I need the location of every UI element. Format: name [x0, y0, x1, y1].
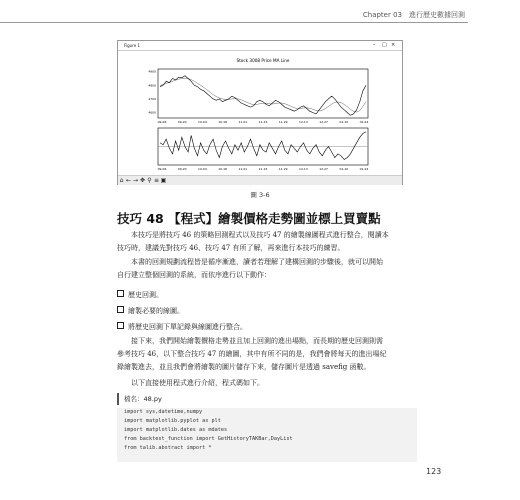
x-tick-label: 11-01: [238, 120, 248, 124]
x-tick-label: 09-20: [177, 167, 187, 171]
paragraph-line: 接下來，我們開始繪製價格走勢並且加上回測的進出場點，而長期的歷史回測則需: [131, 337, 383, 345]
pan-icon[interactable]: ✥: [139, 177, 146, 184]
x-tick-label: 09-06: [157, 167, 167, 171]
code-line: import matplotlib.dates as mdates: [124, 427, 228, 433]
paragraph-line: 本技巧是將技巧 46 的策略回測程式以及技巧 47 的繪製線圖程式進行整合，閱讀本: [131, 231, 389, 239]
section-title: 技巧 48 【程式】繪製價格走勢圖並標上買賣點: [117, 211, 381, 226]
paragraph-intro: [117, 229, 412, 255]
bullet-item: 歷史回測。: [117, 290, 163, 300]
figure-caption: 圖 3-6: [250, 191, 270, 199]
x-tick-label: 01-24: [359, 120, 369, 124]
figure-toolbar: [118, 175, 402, 185]
code-line: from talib.abstract import *: [124, 445, 212, 451]
y-tick-label: 4800: [148, 83, 156, 88]
code-line: import sys,datetime,numpy: [124, 409, 203, 415]
x-tick-label: 10-04: [198, 167, 207, 171]
chart-title: Stock 3008 Price MA Line: [236, 58, 290, 63]
figure-window-titlebar: [118, 41, 402, 51]
y-tick-label: 4900: [148, 69, 156, 74]
bullet-item: 將歷史回測下單記錄與線圖進行整合。: [117, 322, 247, 332]
x-tick-label: 10-18: [218, 120, 227, 124]
configure-icon[interactable]: ≡: [153, 177, 160, 184]
zoom-icon[interactable]: ⚲: [147, 177, 152, 184]
y-tick-label: 4700: [148, 96, 156, 101]
x-tick-label: 12-13: [299, 120, 308, 124]
y-tick-label: 4600: [148, 110, 156, 115]
paragraph-line: 本書的回測規劃流程皆是循序漸進，讀者若理解了建構回測的步驟後，就可以開始: [131, 258, 383, 266]
checkbox-icon: [117, 322, 124, 329]
checkbox-icon: [117, 290, 124, 297]
save-icon[interactable]: ▣: [160, 177, 167, 184]
figure-window: [117, 40, 403, 185]
plot-frame-0: [158, 69, 368, 118]
paragraph-line: 錄繪製進去，並且我們會將繪製的圖片儲存下來，儲存圖片是透過 savefig 函數。: [117, 363, 371, 371]
code-block: [117, 408, 417, 462]
code-line: import matplotlib.pyplot as plt: [124, 418, 221, 424]
paragraph-code-intro: 以下直接使用程式進行介紹，程式碼如下。: [131, 379, 264, 387]
paragraph-next: [117, 335, 412, 374]
chart-canvas: [118, 51, 402, 175]
running-header: Chapter 03 進行歷史數據回測: [362, 11, 465, 19]
listing-filename: 檔名：48.py: [117, 393, 417, 405]
forward-icon[interactable]: →: [132, 177, 139, 184]
x-tick-label: 09-20: [177, 120, 187, 124]
code-line: from backtest_function import GetHistoryTAKBar,DayList: [124, 436, 293, 442]
home-icon[interactable]: ⌂: [119, 177, 124, 184]
paragraph-process: [117, 256, 412, 282]
x-tick-label: 09-06: [157, 120, 167, 124]
header-rule: [0, 22, 468, 23]
paragraph-line: 參考技巧 46，以下整合技巧 47 的繪圖，其中有所不同的是，我們會將每天的進出場紀: [117, 350, 387, 358]
x-tick-label: 01-24: [359, 167, 369, 171]
paragraph-line: 自行建立整個回測的系統，而依序進行以下動作：: [117, 271, 271, 279]
page-number: 123: [426, 467, 442, 476]
x-tick-label: 11-15: [258, 167, 268, 171]
x-tick-label: 11-29: [278, 167, 288, 171]
maximize-icon[interactable]: □: [382, 42, 387, 48]
x-tick-label: 01-10: [339, 120, 349, 124]
x-tick-label: 12-27: [319, 167, 328, 171]
x-tick-label: 11-15: [258, 120, 268, 124]
x-tick-label: 01-10: [339, 167, 349, 171]
x-tick-label: 11-01: [238, 167, 248, 171]
figure-window-title: Figure 1: [124, 43, 141, 48]
paragraph-line: 技巧時，建議先對技巧 46、技巧 47 有所了解，再來進行本技巧的練習。: [117, 244, 345, 252]
x-tick-label: 12-13: [299, 167, 308, 171]
minimize-icon[interactable]: –: [373, 42, 376, 48]
close-icon[interactable]: ×: [391, 42, 396, 48]
plot-area: [118, 51, 402, 175]
checkbox-icon: [117, 306, 124, 313]
x-tick-label: 10-18: [218, 167, 227, 171]
x-tick-label: 12-27: [319, 120, 328, 124]
x-tick-label: 10-04: [198, 120, 207, 124]
bullet-item: 繪製必要的線圖。: [117, 306, 184, 316]
x-tick-label: 11-29: [278, 120, 288, 124]
back-icon[interactable]: ←: [125, 177, 132, 184]
